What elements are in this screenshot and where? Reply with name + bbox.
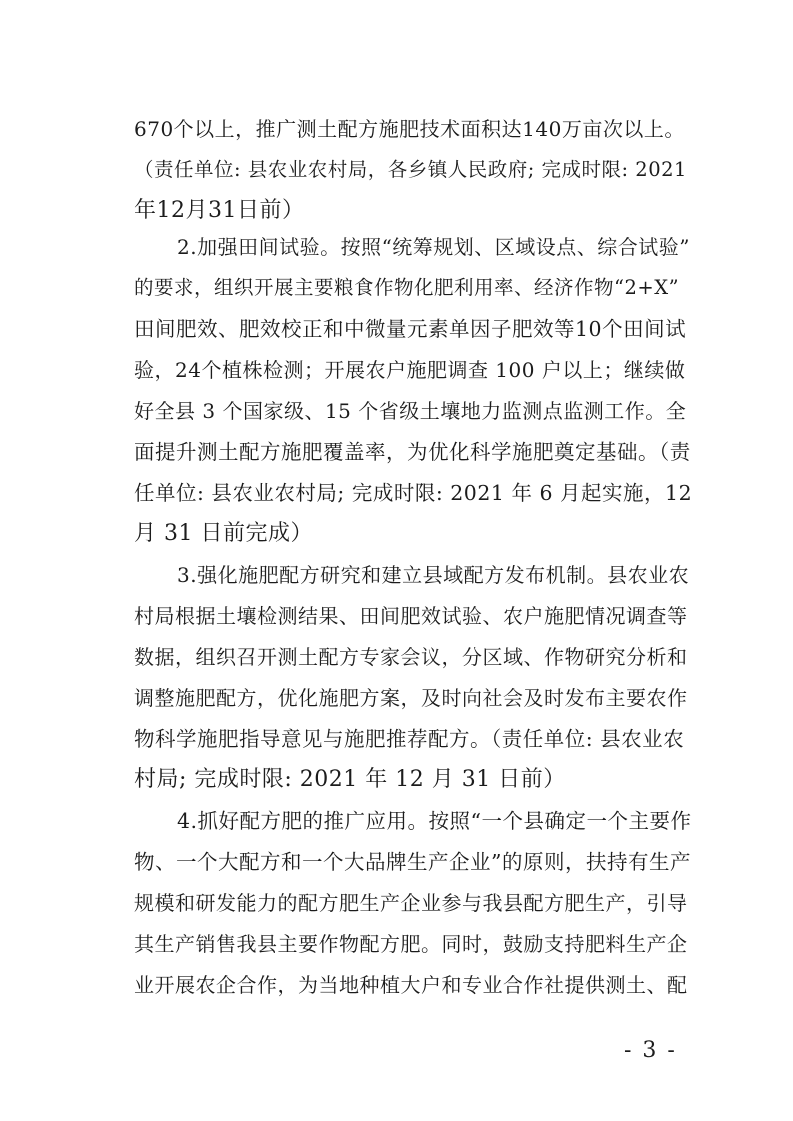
text-line: 其生产销售我县主要作物配方肥。同时，鼓励支持肥料生产企 <box>134 932 688 956</box>
text-line: 田间肥效、肥效校正和中微量元素单因子肥效等10个田间试 <box>134 317 687 341</box>
text-line: 任单位: 县农业农村局; 完成时限: 2021 年 6 月起实施，12 <box>134 481 693 505</box>
text-line: 物、一个大配方和一个大品牌生产企业”的原则，扶持有生产 <box>134 850 691 874</box>
text-line: 调整施肥配方，优化施肥方案，及时向社会及时发布主要农作 <box>134 686 688 710</box>
paragraph-4-start: 4.抓好配方肥的推广应用。按照“一个县确定一个主要作 <box>177 809 692 833</box>
text-line: 670个以上，推广测土配方施肥技术面积达140万亩次以上。 <box>134 117 685 141</box>
paragraph-3-start: 3.强化施肥配方研究和建立县域配方发布机制。县农业农 <box>177 563 690 587</box>
text-line: 村局根据土壤检测结果、田间肥效试验、农户施肥情况调查等 <box>134 604 688 628</box>
text-line: 面提升测土配方施肥覆盖率，为优化科学施肥奠定基础。（责 <box>134 440 691 464</box>
text-line: （责任单位: 县农业农村局，各乡镇人民政府; 完成时限: 2021 <box>134 158 687 181</box>
text-line: 数据，组织召开测土配方专家会议，分区域、作物研究分析和 <box>134 645 688 669</box>
page-number: - 3 - <box>624 1038 677 1063</box>
text-line: 的要求，组织开展主要粮食作物化肥利用率、经济作物“2+X” <box>134 276 680 299</box>
text-line: 业开展农企合作，为当地种植大户和专业合作社提供测土、配 <box>134 973 688 997</box>
text-line: 好全县 3 个国家级、15 个省级土壤地力监测点监测工作。全 <box>134 399 687 423</box>
text-line: 年12月31日前） <box>134 198 305 223</box>
text-line: 物科学施肥指导意见与施肥推荐配方。（责任单位: 县农业农 <box>134 727 685 751</box>
text-line: 村局; 完成时限: 2021 年 12 月 31 日前） <box>134 767 566 792</box>
text-line: 规模和研发能力的配方肥生产企业参与我县配方肥生产，引导 <box>134 891 688 915</box>
text-line: 月 31 日前完成） <box>134 521 313 546</box>
text-line: 验，24个植株检测；开展农户施肥调查 100 户以上；继续做 <box>134 358 686 382</box>
paragraph-2-start: 2.加强田间试验。按照“统筹规划、区域设点、综合试验” <box>177 235 691 259</box>
